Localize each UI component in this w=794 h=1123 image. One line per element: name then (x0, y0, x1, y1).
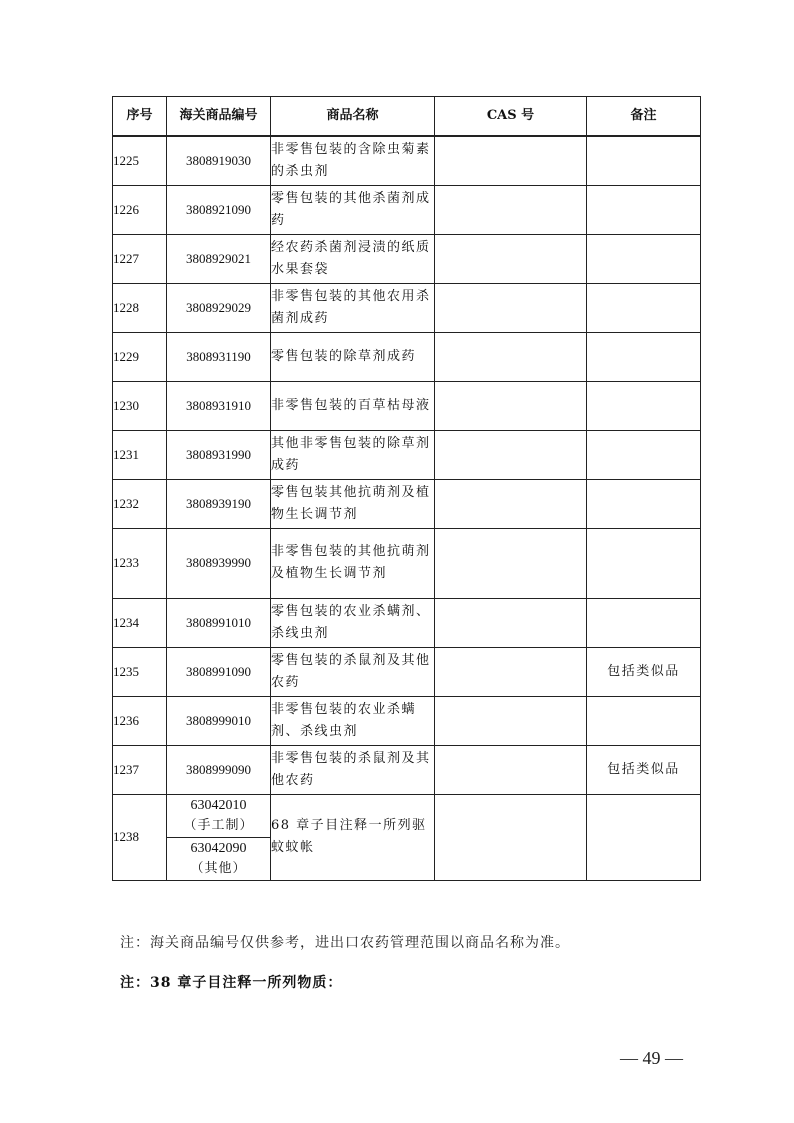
table-header-row (113, 97, 701, 137)
row-code-split (167, 794, 271, 880)
footnote-code-reference: 注：海关商品编号仅供参考，进出口农药管理范围以商品名称为准。 (120, 935, 570, 951)
table-row (113, 794, 701, 880)
row-note: 包括类似品 (587, 745, 701, 794)
row-seq: 1227 (113, 234, 167, 283)
table-row (113, 745, 701, 794)
table-row (113, 283, 701, 332)
row-name: 其他非零售包装的除草剂成药 (271, 430, 435, 479)
row-name: 经农药杀菌剂浸渍的纸质水果套袋 (271, 234, 435, 283)
row-cas (435, 283, 587, 332)
row-name: 68 章子目注释一所列驱蚊蚊帐 (271, 794, 435, 880)
row-cas (435, 234, 587, 283)
row-name: 非零售包装的农业杀螨剂、杀线虫剂 (271, 696, 435, 745)
header-seq: 序号 (113, 97, 167, 137)
row-note (587, 598, 701, 647)
row-seq: 1233 (113, 528, 167, 598)
row-code: 3808919030 (167, 136, 271, 185)
row-cas (435, 430, 587, 479)
table-row (113, 381, 701, 430)
row-note (587, 185, 701, 234)
row-seq: 1231 (113, 430, 167, 479)
row-note (587, 479, 701, 528)
row-note (587, 528, 701, 598)
row-note (587, 332, 701, 381)
code-other (167, 838, 270, 880)
row-cas (435, 598, 587, 647)
table-row (113, 598, 701, 647)
table-row (113, 136, 701, 185)
row-seq: 1226 (113, 185, 167, 234)
row-code: 3808921090 (167, 185, 271, 234)
table-row (113, 234, 701, 283)
row-name: 非零售包装的百草枯母液 (271, 381, 435, 430)
code-handmade (167, 795, 270, 838)
row-seq: 1229 (113, 332, 167, 381)
row-cas (435, 479, 587, 528)
row-code: 3808991010 (167, 598, 271, 647)
row-code: 3808931990 (167, 430, 271, 479)
row-note (587, 430, 701, 479)
row-code: 3808939190 (167, 479, 271, 528)
row-seq: 1238 (113, 794, 167, 880)
table-row (113, 185, 701, 234)
row-seq: 1235 (113, 647, 167, 696)
row-name: 非零售包装的含除虫菊素的杀虫剂 (271, 136, 435, 185)
table-row (113, 528, 701, 598)
row-name: 零售包装的杀鼠剂及其他农药 (271, 647, 435, 696)
header-name: 商品名称 (271, 97, 435, 137)
row-name: 非零售包装的其他农用杀菌剂成药 (271, 283, 435, 332)
row-name: 零售包装的农业杀螨剂、杀线虫剂 (271, 598, 435, 647)
table-row (113, 430, 701, 479)
row-code: 3808999090 (167, 745, 271, 794)
code-other-label: （其他） (190, 860, 247, 876)
row-cas (435, 794, 587, 880)
row-seq: 1237 (113, 745, 167, 794)
row-note (587, 136, 701, 185)
row-code: 3808931910 (167, 381, 271, 430)
row-seq: 1232 (113, 479, 167, 528)
table-row (113, 696, 701, 745)
header-note: 备注 (587, 97, 701, 137)
row-code: 3808999010 (167, 696, 271, 745)
row-code: 3808991090 (167, 647, 271, 696)
pesticide-table (112, 96, 701, 881)
row-cas (435, 745, 587, 794)
header-code: 海关商品编号 (167, 97, 271, 137)
row-seq: 1225 (113, 136, 167, 185)
row-code: 3808929021 (167, 234, 271, 283)
row-note (587, 794, 701, 880)
code-handmade-label: （手工制） (183, 817, 254, 833)
row-name: 零售包装的其他杀菌剂成药 (271, 185, 435, 234)
row-cas (435, 185, 587, 234)
row-cas (435, 647, 587, 696)
row-code: 3808929029 (167, 283, 271, 332)
row-note (587, 696, 701, 745)
row-seq: 1230 (113, 381, 167, 430)
header-cas: CAS 号 (435, 97, 587, 137)
row-note (587, 381, 701, 430)
table-row (113, 332, 701, 381)
row-name: 零售包装其他抗萌剂及植物生长调节剂 (271, 479, 435, 528)
row-name: 非零售包装的其他抗萌剂及植物生长调节剂 (271, 528, 435, 598)
row-cas (435, 528, 587, 598)
table-row (113, 647, 701, 696)
row-name: 非零售包装的杀鼠剂及其他农药 (271, 745, 435, 794)
code-other-number: 63042090 (190, 840, 247, 856)
code-handmade-number: 63042010 (190, 797, 247, 813)
row-cas (435, 136, 587, 185)
row-cas (435, 381, 587, 430)
row-cas (435, 696, 587, 745)
table-row (113, 479, 701, 528)
row-cas (435, 332, 587, 381)
footnote-chapter-38: 注：38 章子目注释一所列物质： (120, 975, 343, 991)
row-note (587, 234, 701, 283)
row-code: 3808931190 (167, 332, 271, 381)
row-note: 包括类似品 (587, 647, 701, 696)
row-seq: 1228 (113, 283, 167, 332)
row-name: 零售包装的除草剂成药 (271, 332, 435, 381)
row-seq: 1234 (113, 598, 167, 647)
row-code: 3808939990 (167, 528, 271, 598)
page-number: — 49 — (620, 1048, 683, 1068)
row-note (587, 283, 701, 332)
row-seq: 1236 (113, 696, 167, 745)
